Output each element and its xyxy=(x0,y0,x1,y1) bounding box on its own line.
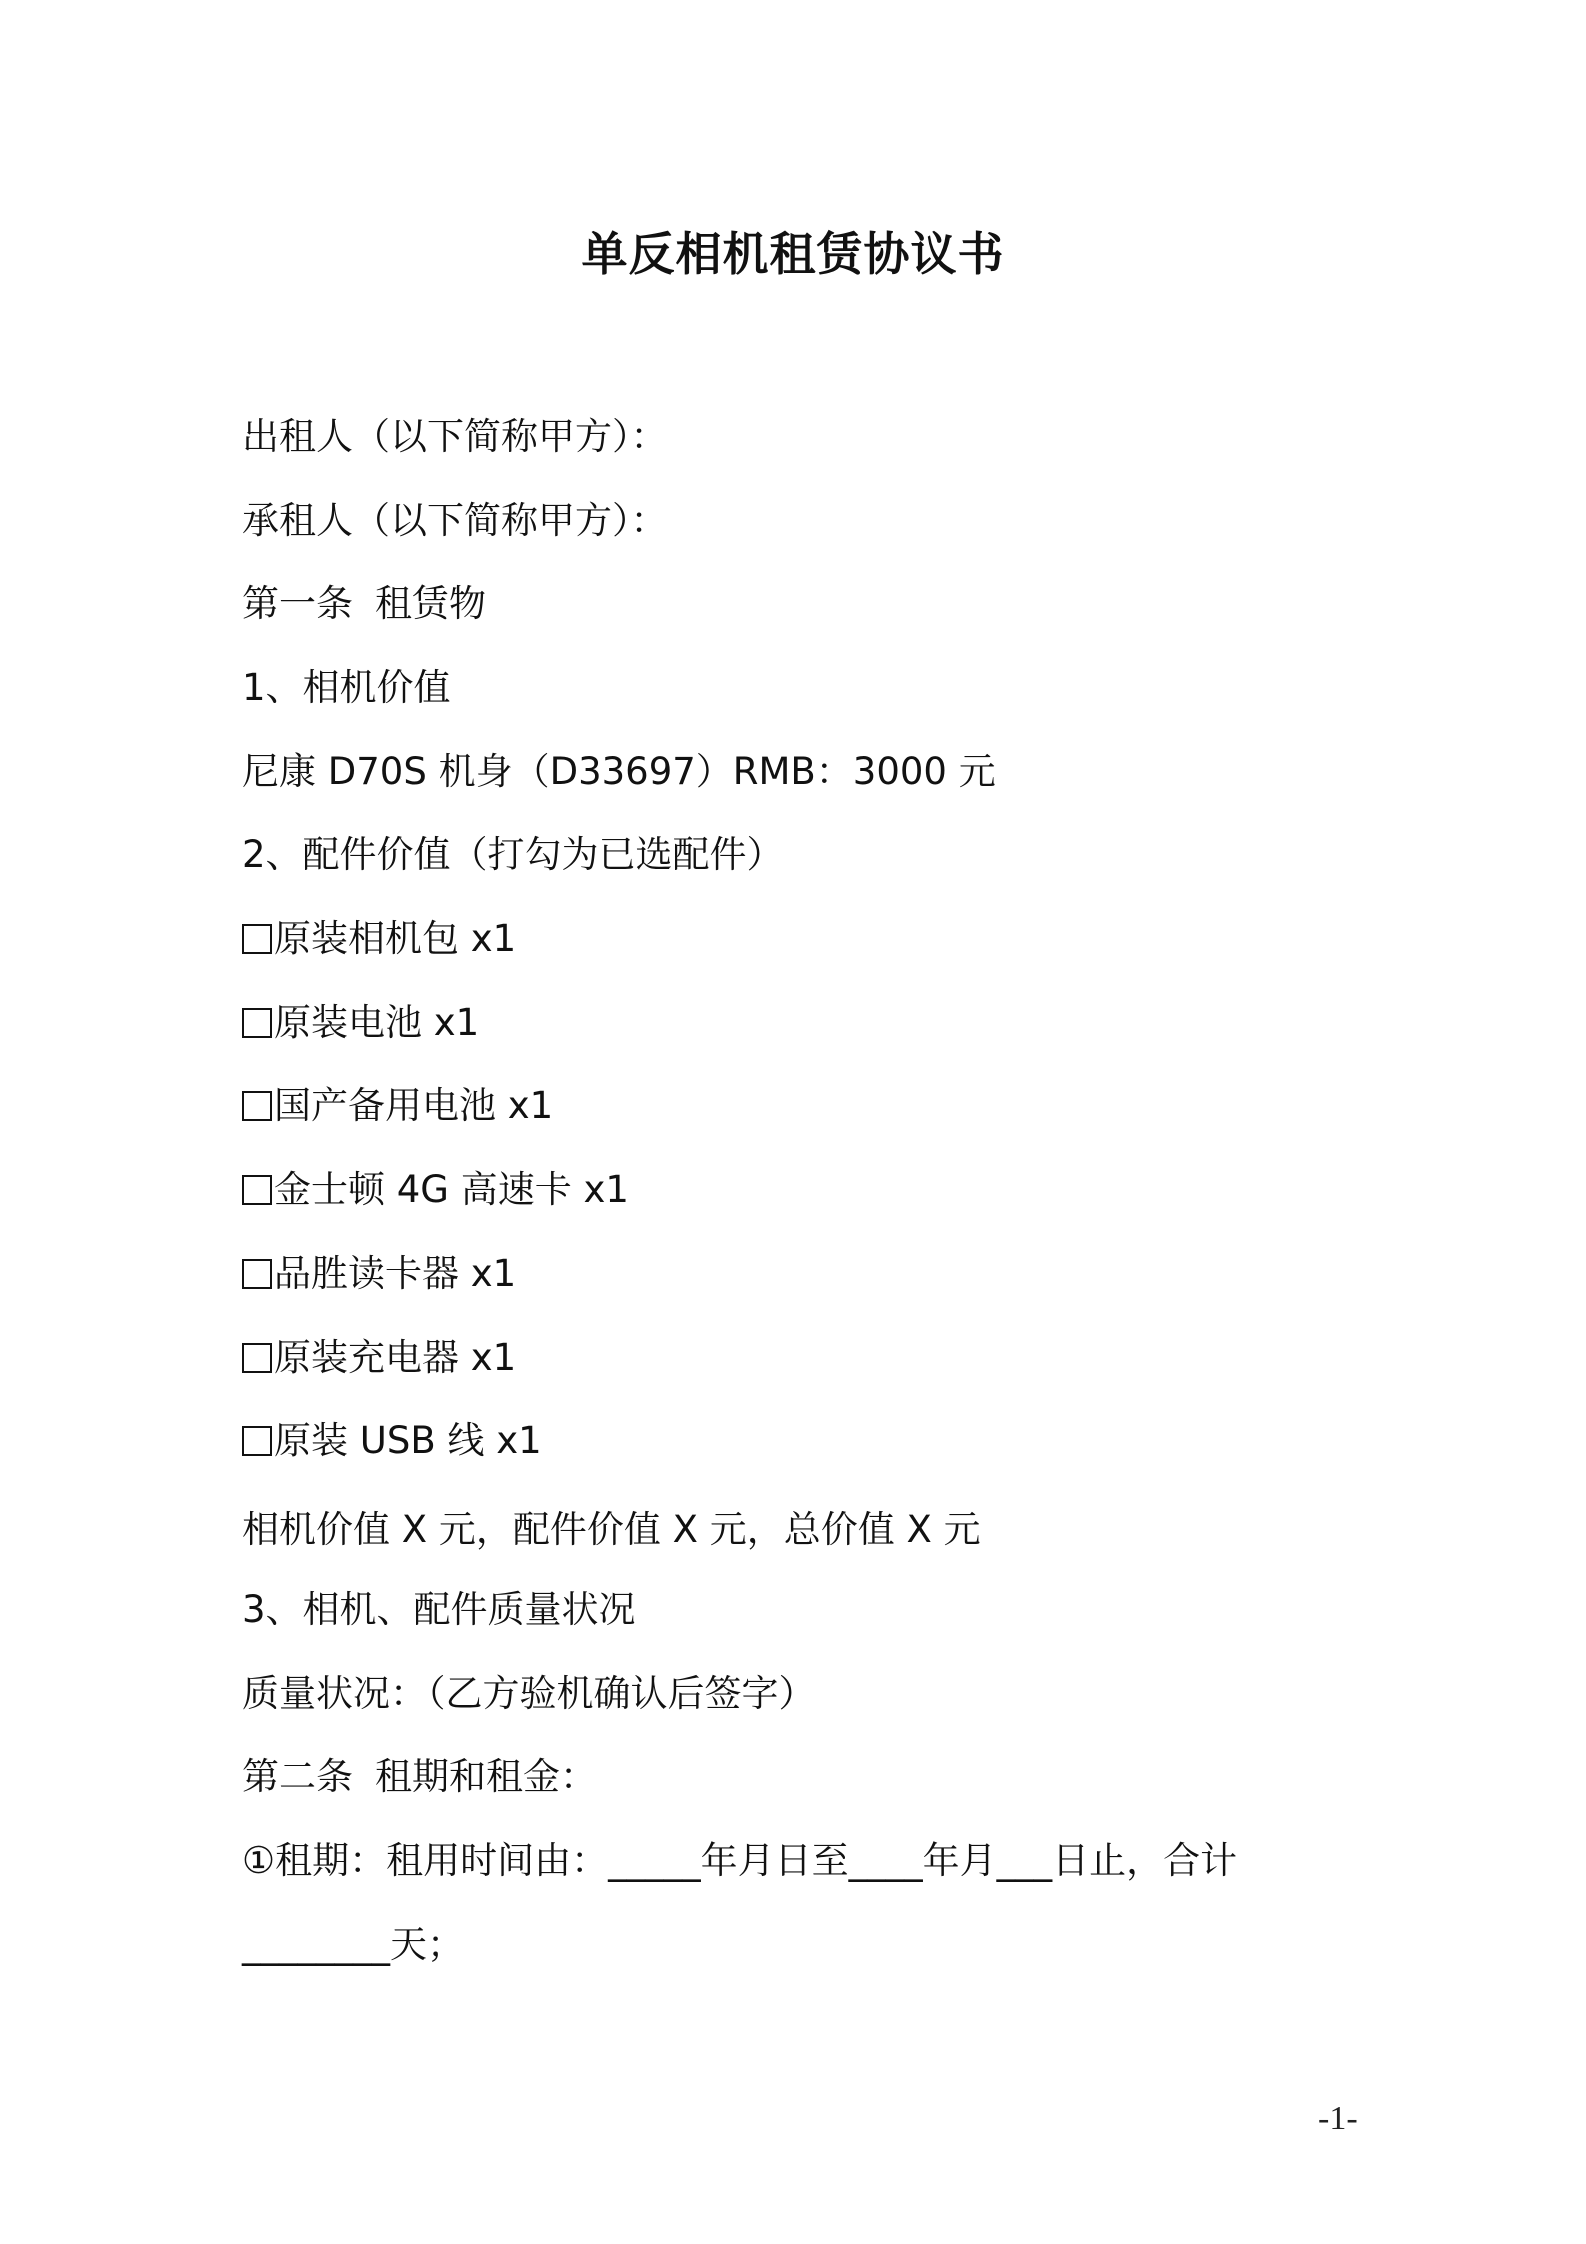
lessee-label: 承租人（以下简称甲方）： xyxy=(242,499,668,542)
section3-title: 3、相机、配件质量状况 xyxy=(242,1588,636,1631)
checkbox[interactable] xyxy=(242,1343,272,1373)
accessory-item xyxy=(242,1418,542,1464)
accessory-item xyxy=(242,1167,629,1213)
rental-term-line: ①租期：租用时间由：_____年月日至____年月___日止，合计 xyxy=(242,1839,1238,1882)
quality-line: 质量状况：（乙方验机确认后签字） xyxy=(242,1672,816,1715)
accessory-label: 金士顿 4G 高速卡 x1 xyxy=(274,1168,629,1211)
accessory-label: 原装电池 x1 xyxy=(274,1001,480,1044)
accessory-label: 国产备用电池 x1 xyxy=(274,1084,554,1127)
checkbox[interactable] xyxy=(242,1259,272,1289)
checkbox[interactable] xyxy=(242,1091,272,1121)
article2-heading xyxy=(242,1754,597,1800)
lessor-label: 出租人（以下简称甲方）： xyxy=(242,415,668,458)
rental-term-days-line: ________天； xyxy=(242,1923,464,1966)
camera-value-line: 尼康 D70S 机身（D33697）RMB：3000 元 xyxy=(242,750,996,793)
checkbox[interactable] xyxy=(242,1008,272,1038)
accessory-item xyxy=(242,1000,479,1046)
accessory-item xyxy=(242,916,516,962)
accessory-label: 原装 USB 线 x1 xyxy=(274,1419,542,1462)
checkbox[interactable] xyxy=(242,1175,272,1205)
page-number: -1- xyxy=(1318,2100,1358,2137)
document-title: 单反相机租赁协议书 xyxy=(581,227,1005,281)
total-value-line: 相机价值 X 元，配件价值 X 元，总价值 X 元 xyxy=(242,1508,981,1551)
section1-title: 1、相机价值 xyxy=(242,666,451,709)
article2-title: 租期和租金： xyxy=(375,1755,597,1798)
article1-title: 租赁物 xyxy=(375,582,486,625)
accessory-label: 原装充电器 x1 xyxy=(274,1336,517,1379)
accessory-label: 品胜读卡器 x1 xyxy=(274,1252,517,1295)
accessory-item xyxy=(242,1251,516,1297)
accessory-label: 原装相机包 x1 xyxy=(274,917,517,960)
section2-title: 2、配件价值（打勾为已选配件） xyxy=(242,833,784,876)
article1-heading xyxy=(242,581,486,627)
accessory-item xyxy=(242,1083,553,1129)
checkbox[interactable] xyxy=(242,924,272,954)
accessory-item xyxy=(242,1335,516,1381)
checkbox[interactable] xyxy=(242,1426,272,1456)
article1-number: 第一条 xyxy=(242,582,353,625)
article2-number: 第二条 xyxy=(242,1755,353,1798)
